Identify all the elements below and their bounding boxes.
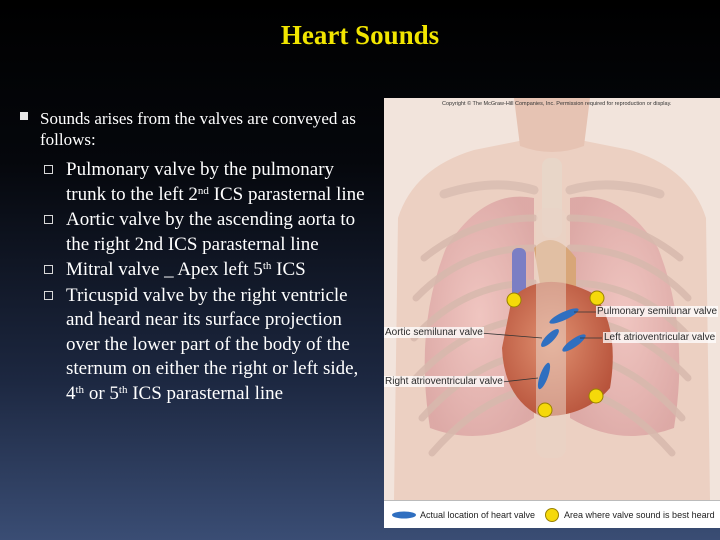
- item-sup: nd: [197, 184, 209, 197]
- list-item-aortic: [44, 208, 376, 257]
- item-text-end: ICS parasternal line: [208, 183, 365, 205]
- hollow-bullet-icon: [44, 291, 53, 300]
- item-text-end: ICS: [271, 259, 306, 280]
- item-text-mid: or 5: [84, 382, 119, 404]
- item-text: Pulmonary valve by the pulmonary trunk to the left 2: [66, 159, 335, 205]
- valve-legend-icon: [392, 512, 416, 519]
- item-text-end: ICS parasternal line: [127, 382, 284, 404]
- item-text: Tricuspid valve by the right ventricle and heard near its surface projection over the lower part of the body of the sternum on either the right or left side, 4: [66, 284, 359, 404]
- sound-area-legend-icon: [546, 509, 559, 522]
- item-text: Mitral valve _ Apex left 5: [66, 259, 263, 280]
- list-item-pulmonary: [44, 158, 376, 207]
- thorax-illustration: [384, 98, 720, 500]
- list-item-mitral: [44, 258, 376, 283]
- item-sup-2: th: [118, 383, 128, 396]
- item-sup: th: [262, 260, 272, 272]
- intro-text: Sounds arises from the valves are conveyed as follows:: [40, 109, 356, 149]
- list-item-tricuspid: [44, 284, 376, 407]
- valve-list: [20, 158, 376, 406]
- legend-actual-location: Actual location of heart valve: [420, 510, 536, 520]
- item-sup: th: [75, 383, 85, 396]
- label-right-av-valve: Right atrioventricular valve: [385, 376, 503, 387]
- copyright-notice: Copyright © The McGraw-Hill Companies, Inc. Permission required for reproduction or display.: [442, 101, 672, 107]
- label-pulmonary-valve: Pulmonary semilunar valve: [597, 306, 718, 317]
- label-left-av-valve: Left atrioventricular valve: [604, 332, 716, 343]
- hollow-bullet-icon: [44, 165, 53, 174]
- square-bullet-icon: [20, 112, 28, 120]
- heart-valve-figure: [384, 98, 720, 528]
- hollow-bullet-icon: [44, 215, 53, 224]
- label-aortic-valve: Aortic semilunar valve: [385, 327, 483, 338]
- intro-bullet: [20, 108, 376, 150]
- slide-content: [20, 108, 376, 407]
- item-text: Aortic valve by the ascending aorta to the right 2nd ICS parasternal line: [66, 209, 356, 255]
- figure-legend: [384, 500, 720, 528]
- hollow-bullet-icon: [44, 265, 53, 274]
- slide-title: Heart Sounds: [280, 20, 440, 50]
- legend-sound-area: Area where valve sound is best heard: [564, 510, 715, 520]
